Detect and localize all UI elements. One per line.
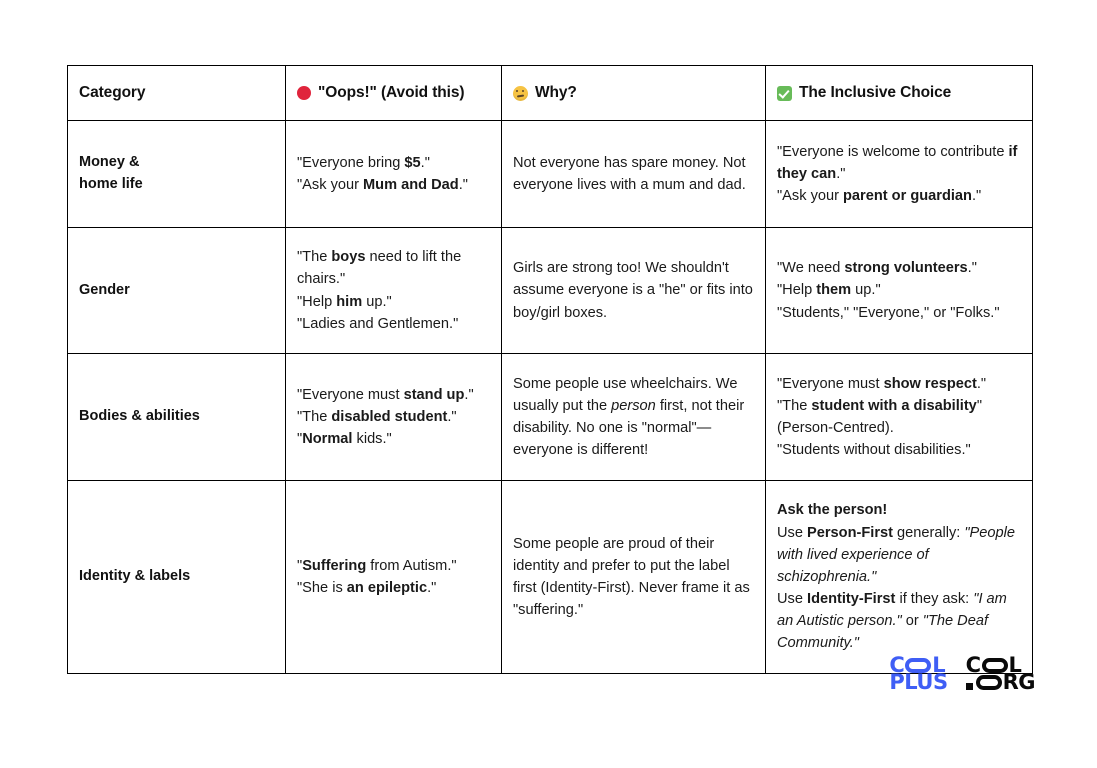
footer-logos	[889, 653, 1035, 695]
table-header-row	[68, 66, 1033, 121]
logo-cool-plus-line2: PLUS	[889, 670, 948, 695]
row-why-cell: Girls are strong too! We shouldn't assume everyone is a "he" or fits into boy/girl boxes.	[502, 228, 766, 354]
red-circle-icon	[297, 86, 311, 100]
table-row	[68, 354, 1033, 481]
row-oops-cell: "The boys need to lift the chairs." "Help him up." "Ladies and Gentlemen."	[286, 228, 502, 354]
logo-cool-org-line2	[966, 670, 1035, 695]
logo-letter-c: C	[965, 653, 981, 677]
column-header-inclusive-choice-label: The Inclusive Choice	[799, 84, 952, 101]
row-inclusive-cell: "Everyone is welcome to contribute if they can." "Ask your parent or guardian."	[766, 121, 1033, 228]
row-why-cell: Not everyone has spare money. Not everyone lives with a mum and dad.	[502, 121, 766, 228]
thinking-face-icon	[513, 86, 528, 101]
row-oops-cell: "Suffering from Autism." "She is an epileptic."	[286, 481, 502, 674]
row-inclusive-cell: "We need strong volunteers." "Help them up." "Students," "Everyone," or "Folks."	[766, 228, 1033, 354]
logo-letter-l: L	[932, 653, 946, 677]
column-header-oops-label: "Oops!" (Avoid this)	[318, 84, 465, 101]
table-row	[68, 481, 1033, 674]
row-category-label: Gender	[68, 228, 286, 354]
white-check-mark-icon	[777, 86, 792, 101]
row-oops-cell: "Everyone must stand up." "The disabled student." "Normal kids."	[286, 354, 502, 481]
logo-cool-org	[965, 653, 1035, 695]
inclusive-language-table-wrapper	[67, 65, 1032, 677]
row-inclusive-cell: "Everyone must show respect." "The student with a disability" (Person-Centred). "Students without disabilities."	[766, 354, 1033, 481]
logo-o-icon	[976, 675, 1002, 690]
column-header-inclusive-choice	[766, 66, 1033, 121]
table-header	[68, 66, 1033, 121]
table-row	[68, 228, 1033, 354]
column-header-oops	[286, 66, 502, 121]
logo-letter-c: C	[889, 653, 905, 677]
column-header-why-label: Why?	[535, 84, 577, 101]
row-oops-cell: "Everyone bring $5." "Ask your Mum and Dad."	[286, 121, 502, 228]
inclusive-language-table	[67, 65, 1033, 677]
row-category-label: Bodies & abilities	[68, 354, 286, 481]
column-header-category	[68, 66, 286, 121]
row-why-cell: Some people are proud of their identity and prefer to put the label first (Identity-First). Never frame it as "suffering."	[502, 481, 766, 674]
column-header-why	[502, 66, 766, 121]
logo-letter-l: L	[1008, 653, 1022, 677]
table-row	[68, 121, 1033, 228]
logo-letters-rg: RG	[1002, 670, 1035, 695]
row-why-cell: Some people use wheelchairs. We usually put the person first, not their disability. No one is "normal"—everyone is different!	[502, 354, 766, 481]
table-body	[68, 121, 1033, 677]
logo-dot-icon	[966, 683, 973, 690]
row-category-label: Money & home life	[68, 121, 286, 228]
column-header-category-label: Category	[79, 84, 146, 101]
logo-cool-plus	[889, 653, 948, 695]
row-category-label: Identity & labels	[68, 481, 286, 674]
row-inclusive-cell: Ask the person! Use Person-First generally: "People with lived experience of schizophrenia." Use Identity-First if they ask: "I am an Autistic person." or "The Deaf Community."	[766, 481, 1033, 674]
